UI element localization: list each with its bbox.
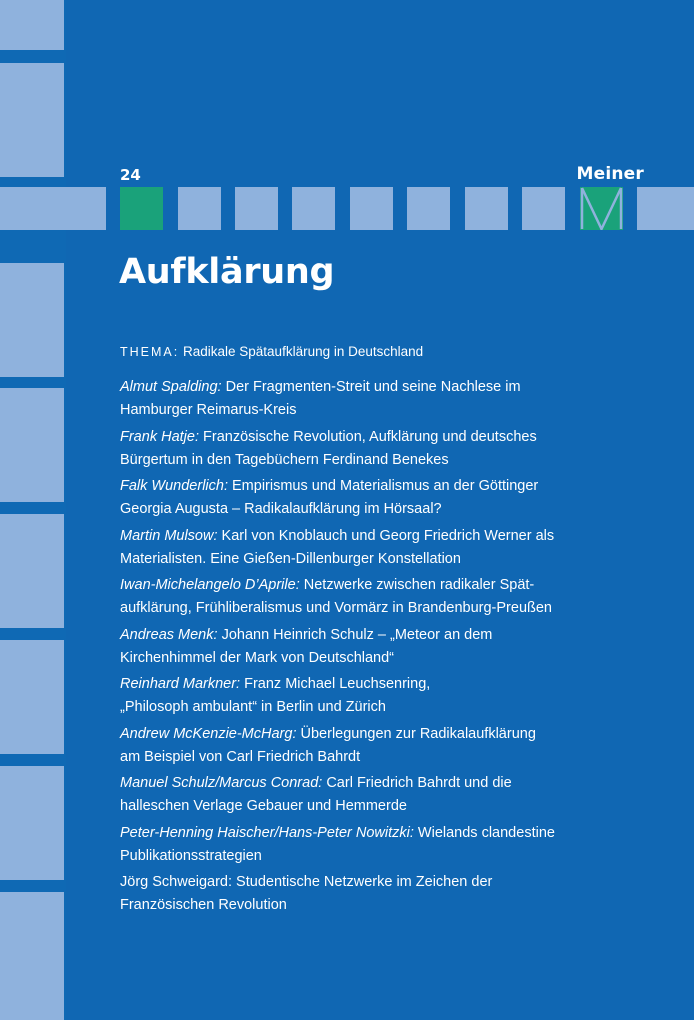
toc-title-line: Karl von Knoblauch und Georg Friedrich Werner als [221, 527, 555, 544]
toc-entry [120, 376, 640, 422]
toc-entry [120, 426, 640, 472]
toc-title-line: Franz Michael Leuchsenring, [244, 676, 431, 692]
side-block [0, 388, 64, 502]
left-strip [0, 0, 66, 1020]
pattern-square [63, 187, 106, 230]
pattern-square [235, 187, 278, 230]
toc-author: Reinhard Markner: [120, 676, 241, 692]
toc-title-line: „Philosoph ambulant“ in Berlin und Zürich [120, 699, 386, 715]
side-block [0, 640, 64, 754]
publisher-logo [580, 187, 623, 230]
toc-author: Almut Spalding: [120, 379, 222, 395]
toc-author: Andreas Menk: [120, 626, 218, 643]
toc-author: Andrew McKenzie-McHarg: [120, 725, 297, 742]
toc-entry [120, 624, 640, 670]
side-block [0, 0, 64, 50]
toc-entry [120, 822, 640, 868]
pattern-square [350, 187, 393, 230]
toc-entry [120, 871, 640, 917]
toc-title-line: Der Fragmenten-Streit und seine Nachlese im [225, 379, 521, 395]
toc-title-line: Publikationsstrategien [120, 847, 262, 864]
toc-title-line: am Beispiel von Carl Friedrich Bahrdt [120, 748, 361, 765]
issue-number: 24 [120, 166, 141, 184]
side-block [0, 514, 64, 628]
side-block [0, 63, 64, 177]
journal-title: Aufklärung [119, 252, 335, 292]
toc-title-line: halleschen Verlage Gebauer und Hemmerde [120, 798, 407, 814]
publisher-name: Meiner [576, 164, 644, 184]
toc-title-line: Netzwerke zwischen radikaler Spät- [303, 577, 535, 593]
toc-title-line: Georgia Augusta – Radikalaufklärung im Hörsaal? [120, 501, 442, 517]
toc-title-line: Französischen Revolution [120, 897, 287, 913]
toc-title-line: Hamburger Reimarus-Kreis [120, 402, 297, 418]
toc-title-line: Französische Revolution, Aufklärung und deutsches [203, 428, 537, 445]
thema-text: Radikale Spätaufklärung in Deutschland [183, 344, 424, 359]
side-block [0, 263, 64, 377]
toc-title-line: Jörg Schweigard: Studentische Netzwerke im Zeichen der [120, 874, 493, 890]
toc-title-line: Empirismus und Materialismus an der Göttinger [232, 478, 539, 494]
toc-entry [120, 525, 640, 571]
pattern-square [407, 187, 450, 230]
toc-title-line: Materialisten. Eine Gießen-Dillenburger Konstellation [120, 550, 461, 567]
toc-title-line: Wielands clandestine [417, 824, 555, 841]
thema-keyword: THEMA: [120, 345, 180, 359]
toc-entry [120, 723, 640, 769]
toc-author: Peter-Henning Haischer/Hans-Peter Nowitzki: [120, 824, 414, 841]
toc-title-line: Carl Friedrich Bahrdt und die [326, 775, 512, 791]
pattern-bar [637, 187, 694, 230]
toc-entry [120, 574, 640, 620]
toc-author: Manuel Schulz/Marcus Conrad: [120, 775, 323, 791]
side-block [0, 766, 64, 880]
pattern-square [465, 187, 508, 230]
toc-title-line: aufklärung, Frühliberalismus und Vormärz in Brandenburg-Preußen [120, 600, 552, 616]
table-of-contents [120, 376, 640, 921]
toc-author: Falk Wunderlich: [120, 478, 228, 494]
side-block [0, 892, 64, 1020]
pattern-square [522, 187, 565, 230]
thema-line [120, 344, 423, 359]
toc-author: Frank Hatje: [120, 428, 199, 445]
pattern-square [292, 187, 335, 230]
meiner-m-icon [580, 187, 623, 230]
toc-entry [120, 475, 640, 521]
toc-entry [120, 772, 640, 818]
pattern-square-green [120, 187, 163, 230]
pattern-square [178, 187, 221, 230]
toc-title-line: Kirchenhimmel der Mark von Deutschland“ [120, 649, 394, 666]
toc-title-line: Johann Heinrich Schulz – „Meteor an dem [221, 626, 493, 643]
toc-title-line: Überlegungen zur Radikalaufklärung [300, 725, 536, 742]
toc-title-line: Bürgertum in den Tagebüchern Ferdinand Benekes [120, 451, 449, 468]
side-block [0, 187, 64, 230]
toc-entry [120, 673, 640, 719]
toc-author: Iwan-Michelangelo D’Aprile: [120, 577, 300, 593]
toc-author: Martin Mulsow: [120, 527, 218, 544]
